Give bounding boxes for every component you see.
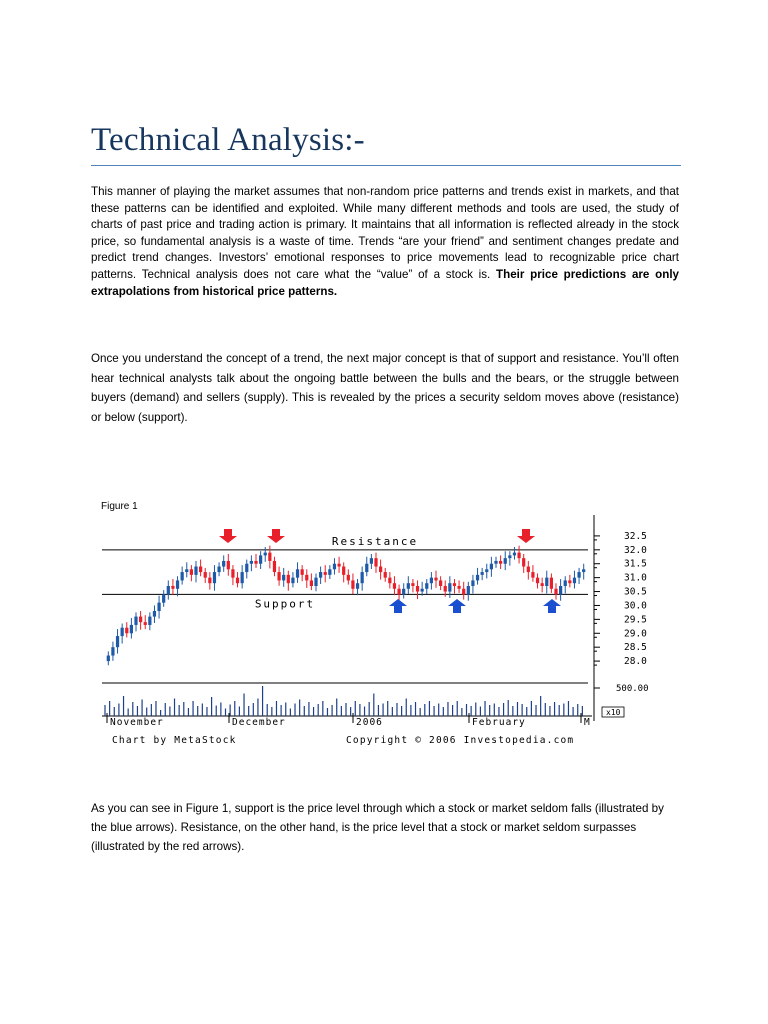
- candle-body: [416, 586, 419, 592]
- candle-body: [176, 580, 179, 588]
- candle-body: [116, 636, 119, 647]
- candle-body: [393, 583, 396, 589]
- resistance-arrow: [267, 529, 285, 543]
- candle-body: [157, 603, 160, 611]
- paragraph-intro-bold: Their price predictions are only extrapolations from historical price patterns.: [91, 267, 679, 298]
- price-tick-label: 31.5: [624, 558, 647, 570]
- price-tick-label: 31.0: [624, 572, 647, 584]
- candle-body: [550, 578, 553, 589]
- candle-body: [577, 572, 580, 578]
- candle-body: [236, 578, 239, 584]
- candle-body: [421, 589, 424, 592]
- candle-body: [508, 555, 511, 558]
- candle-body: [264, 553, 267, 556]
- candle-body: [231, 569, 234, 577]
- candle-body: [517, 553, 520, 559]
- candle-body: [254, 561, 257, 564]
- candle-body: [162, 594, 165, 602]
- candle-body: [241, 572, 244, 583]
- volume-multiplier-label: x10: [606, 708, 621, 717]
- candle-body: [499, 561, 502, 564]
- paragraph-intro-text: This manner of playing the market assumes that non-random price patterns and trends exist in markets, and that these patterns can be identified and exploited. While many different methods and tools are used, the study of charts of past price and trading action is primary. It maintains that all information is reflected already in the stock price, so fundamental analysis is a waste of time. Trends “are your friend” and sentiment changes predate and predict trend changes. Investors’ emotional responses to price movements lead to recognizable price chart patterns. Technical analysis does not care what the “value” of a stock is.: [91, 185, 679, 281]
- candle-body: [582, 569, 585, 572]
- candle-body: [268, 553, 271, 561]
- candle-body: [361, 572, 364, 583]
- candle-body: [494, 561, 497, 564]
- candle-body: [504, 558, 507, 564]
- candle-body: [213, 572, 216, 583]
- candle-body: [125, 628, 128, 634]
- support-label: Support: [254, 597, 316, 611]
- candle-body: [282, 575, 285, 581]
- candle-body: [411, 583, 414, 586]
- candle-body: [356, 583, 359, 589]
- candle-body: [370, 558, 373, 564]
- candle-body: [467, 586, 470, 594]
- candle-body: [181, 572, 184, 580]
- candle-body: [434, 578, 437, 581]
- candle-body: [351, 580, 354, 588]
- candle-body: [190, 569, 193, 575]
- candle-body: [171, 586, 174, 589]
- paragraph-intro: [91, 184, 679, 300]
- candle-body: [222, 561, 225, 567]
- candle-body: [522, 558, 525, 566]
- candle-body: [194, 567, 197, 575]
- candle-body: [545, 578, 548, 586]
- chart-footer-right: Copyright © 2006 Investopedia.com: [346, 735, 575, 746]
- candle-body: [564, 580, 567, 586]
- candle-body: [310, 580, 313, 586]
- support-arrow: [448, 599, 466, 613]
- x-axis-label: December: [232, 717, 286, 728]
- resistance-label: Resistance: [331, 534, 419, 548]
- resistance-arrow: [219, 529, 237, 543]
- candles: [107, 546, 586, 666]
- candle-body: [554, 589, 557, 595]
- candle-body: [485, 569, 488, 572]
- candle-body: [291, 578, 294, 584]
- candle-body: [185, 569, 188, 572]
- candle-body: [374, 558, 377, 566]
- candle-body: [324, 572, 327, 575]
- candle-body: [457, 586, 460, 589]
- price-tick-label: 30.5: [624, 586, 647, 598]
- candle-body: [462, 589, 465, 595]
- paragraph-figure-explanation: As you can see in Figure 1, support is the price level through which a stock or market seldom falls (illustrated by the blue arrows). Resistance, on the other hand, is the price level that a stock or market seldom surpasses (illustrated by the red arrows).: [91, 802, 664, 853]
- candle-body: [337, 564, 340, 567]
- candle-body: [167, 586, 170, 594]
- candle-body: [134, 617, 137, 625]
- candle-body: [471, 580, 474, 586]
- figure-label: Figure 1: [101, 501, 138, 512]
- candle-body: [245, 564, 248, 572]
- price-tick-label: 30.0: [624, 600, 647, 612]
- candle-body: [319, 572, 322, 578]
- price-tick-label: 28.0: [624, 656, 647, 668]
- volume-bars: [105, 686, 582, 716]
- candle-body: [347, 575, 350, 581]
- candle-body: [476, 575, 479, 581]
- candle-body: [333, 564, 336, 570]
- paragraph-support-resistance: Once you understand the concept of a trend, the next major concept is that of support and resistance. You’ll often hear technical analysts talk about the ongoing battle between the bulls and the bears, or the struggle between buyers (demand) and sellers (supply). This is revealed by the prices a security seldom moves above (resistance) or below (support).: [91, 352, 679, 424]
- candle-body: [287, 575, 290, 583]
- candle-body: [277, 572, 280, 580]
- candle-body: [430, 578, 433, 584]
- candle-body: [481, 572, 484, 575]
- candle-body: [148, 617, 151, 625]
- candle-body: [568, 580, 571, 583]
- resistance-arrow: [517, 529, 535, 543]
- candle-body: [144, 622, 147, 625]
- candle-body: [407, 583, 410, 589]
- volume-tick-label: 500.00: [616, 684, 649, 694]
- x-axis-label: 2006: [356, 717, 383, 728]
- candle-body: [448, 583, 451, 591]
- candle-body: [384, 572, 387, 578]
- price-tick-label: 32.0: [624, 544, 647, 556]
- candle-body: [296, 569, 299, 577]
- x-axis-label: February: [472, 717, 526, 728]
- candle-body: [227, 561, 230, 569]
- candle-body: [531, 572, 534, 578]
- price-tick-label: 32.5: [624, 530, 647, 542]
- candle-body: [397, 589, 400, 595]
- x-axis-label: M: [584, 717, 591, 728]
- price-tick-label: 29.0: [624, 628, 647, 640]
- support-arrow: [543, 599, 561, 613]
- candle-body: [573, 578, 576, 584]
- candle-body: [273, 561, 276, 572]
- price-tick-label: 28.5: [624, 642, 647, 654]
- candle-body: [365, 564, 368, 572]
- candle-body: [328, 569, 331, 575]
- candle-body: [130, 625, 133, 633]
- candle-body: [490, 564, 493, 570]
- candle-body: [107, 656, 110, 662]
- candle-body: [250, 561, 253, 564]
- candle-body: [439, 580, 442, 586]
- stock-chart: [100, 515, 670, 750]
- candle-body: [314, 578, 317, 586]
- candle-body: [342, 567, 345, 575]
- candle-body: [379, 567, 382, 573]
- candle-body: [453, 583, 456, 586]
- price-tick-label: 29.5: [624, 614, 647, 626]
- candle-body: [217, 567, 220, 573]
- candle-body: [559, 586, 562, 594]
- candle-body: [425, 583, 428, 589]
- page-title: Technical Analysis:-: [91, 122, 365, 158]
- candle-body: [301, 569, 304, 575]
- candle-body: [153, 611, 156, 617]
- candle-body: [199, 567, 202, 573]
- candle-body: [111, 647, 114, 655]
- chart-footer-left: Chart by MetaStock: [112, 735, 237, 746]
- candle-body: [139, 617, 142, 623]
- candle-body: [541, 583, 544, 586]
- candle-body: [388, 578, 391, 584]
- candle-body: [513, 553, 516, 556]
- candle-body: [402, 589, 405, 595]
- candle-body: [121, 628, 124, 636]
- candle-body: [527, 567, 530, 573]
- candle-body: [259, 555, 262, 563]
- x-axis-label: November: [110, 717, 164, 728]
- support-arrow: [389, 599, 407, 613]
- title-underline: [91, 165, 681, 166]
- candle-body: [444, 586, 447, 592]
- candle-body: [305, 575, 308, 581]
- candle-body: [208, 578, 211, 584]
- candle-body: [204, 572, 207, 578]
- candle-body: [536, 578, 539, 584]
